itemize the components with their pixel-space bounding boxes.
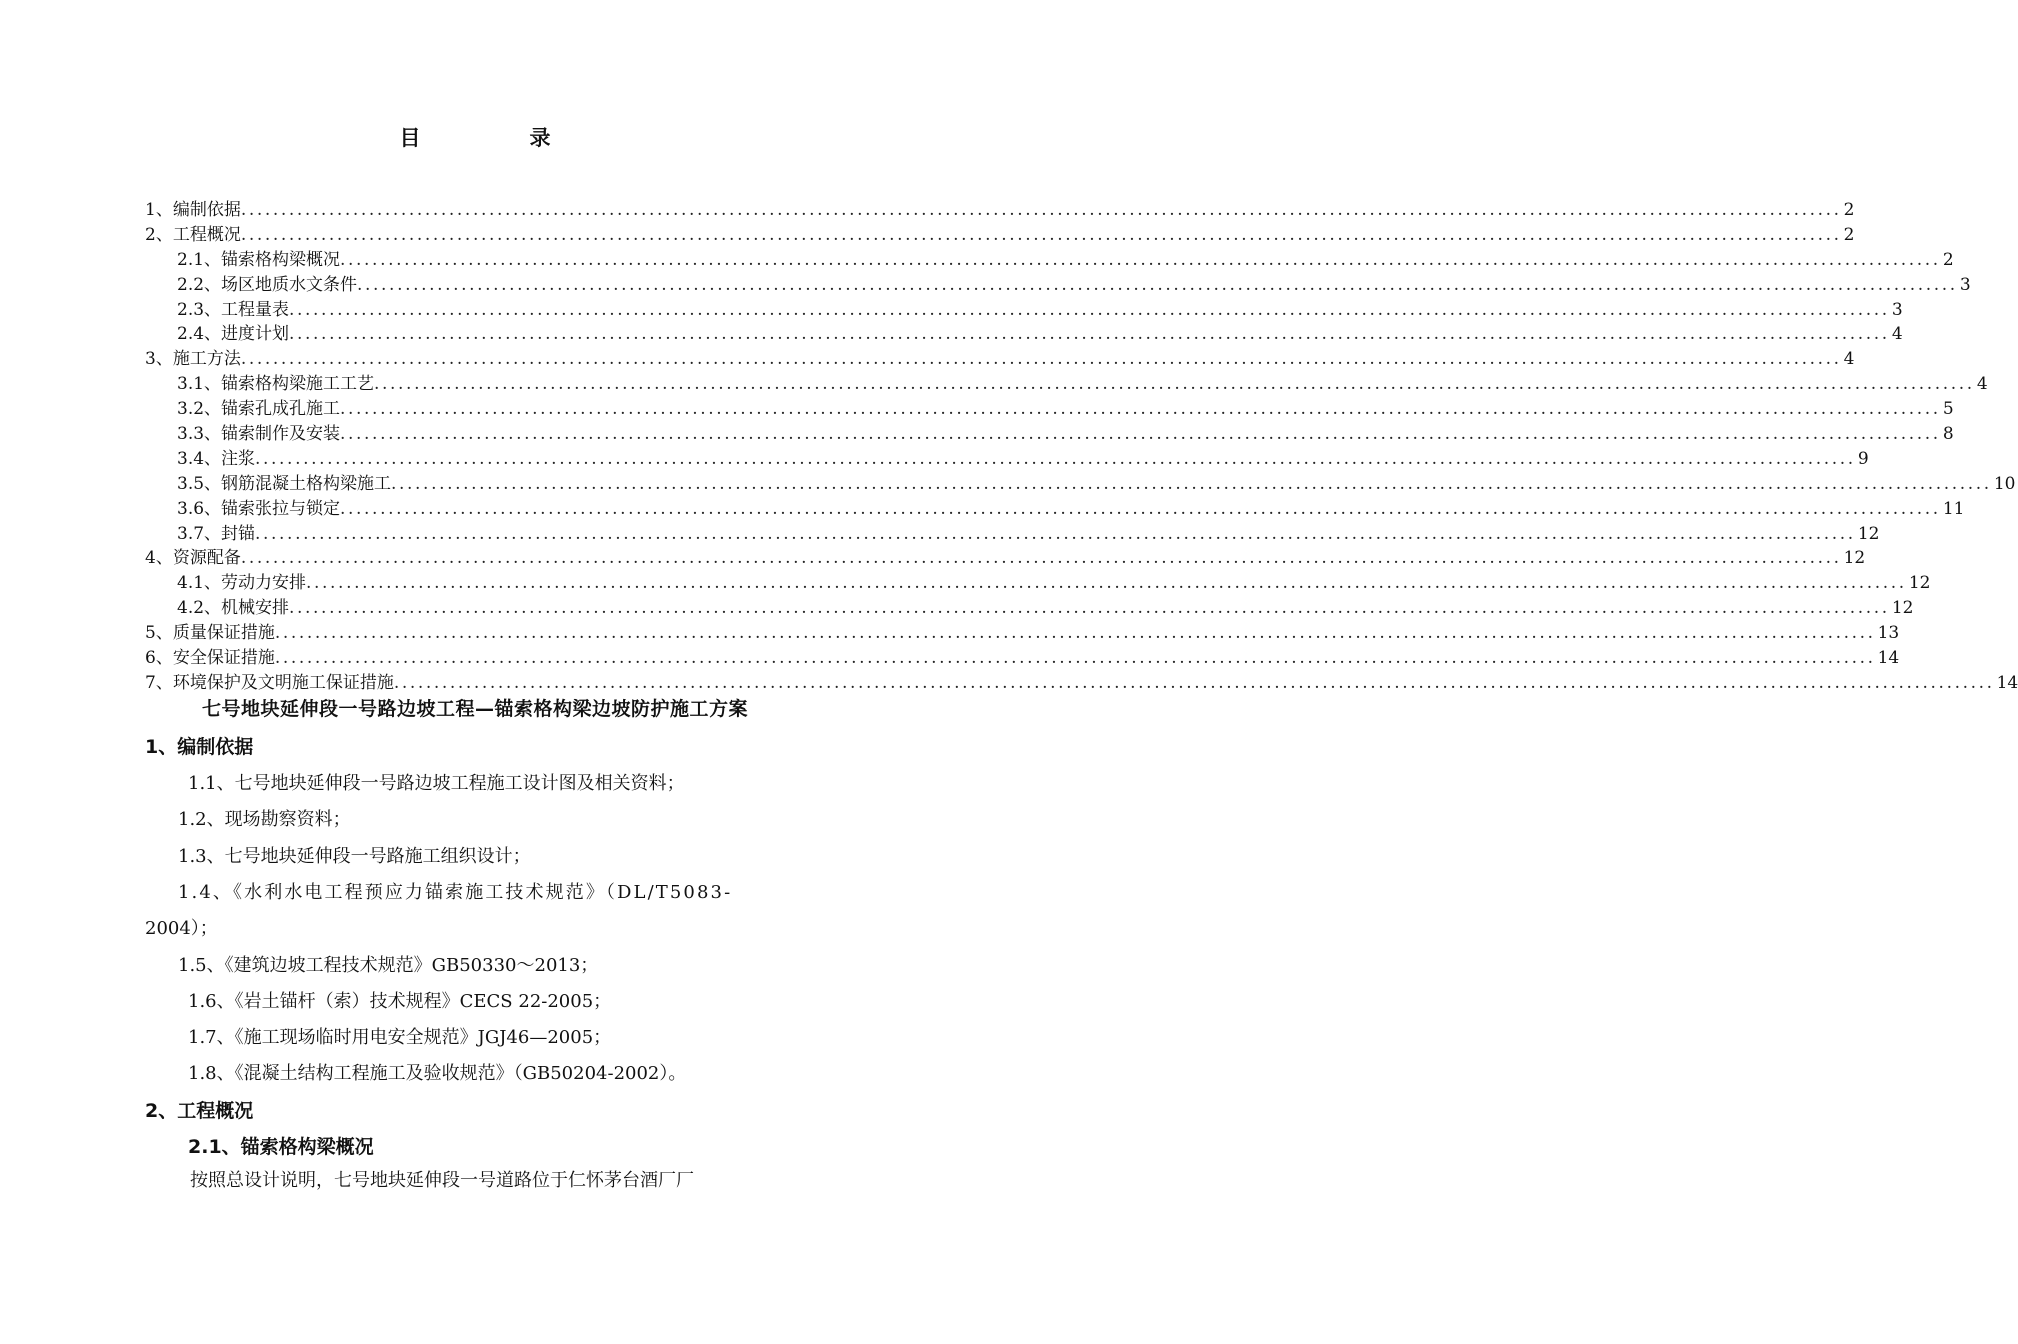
reference-item: 1.7、《施工现场临时用电安全规范》JGJ46—2005； xyxy=(188,1027,612,1048)
toc-entry-label: 2.1、锚索格构梁概况 xyxy=(177,249,341,270)
toc-entry xyxy=(145,596,1914,621)
toc-leader-dots: ........................................................................................................................................................................................................ xyxy=(274,648,1876,669)
toc-entry-label: 6、安全保证措施 xyxy=(145,648,275,669)
toc-entry-page: 5 xyxy=(1942,399,1954,420)
section-heading-1: 1、编制依据 xyxy=(145,736,254,758)
toc-entry-page: 4 xyxy=(1976,374,1988,395)
toc-leader-dots: ........................................................................................................................................................................................................ xyxy=(340,498,1941,519)
toc-entry-label: 3.6、锚索张拉与锁定 xyxy=(177,498,341,519)
toc-leader-dots: ........................................................................................................................................................................................................ xyxy=(240,349,1842,370)
toc-entry-page: 3 xyxy=(1891,299,1903,320)
toc-entry-page: 12 xyxy=(1843,548,1866,569)
toc-entry xyxy=(145,273,1971,298)
toc-entry-page: 3 xyxy=(1959,274,1971,295)
toc-entry xyxy=(145,347,1855,372)
toc-entry xyxy=(145,198,1855,223)
toc-entry-label: 5、质量保证措施 xyxy=(145,623,275,644)
toc-leader-dots: ........................................................................................................................................................................................................ xyxy=(240,200,1842,220)
toc-entry xyxy=(145,472,2016,497)
toc-entry-label: 3.7、封锚 xyxy=(177,523,256,544)
toc-entry xyxy=(145,497,1965,522)
section-heading-2: 2、工程概况 xyxy=(145,1100,254,1122)
toc-leader-dots: ........................................................................................................................................................................................................ xyxy=(340,424,1941,445)
toc-entry xyxy=(145,372,1988,397)
toc-title: 目 录 xyxy=(399,125,595,150)
toc-leader-dots: ........................................................................................................................................................................................................ xyxy=(340,399,1941,420)
toc-entry-page: 2 xyxy=(1942,249,1954,270)
toc-entry-page: 14 xyxy=(1996,672,2018,693)
toc-entry-label: 4、资源配备 xyxy=(145,548,241,569)
toc-entry-label: 1、编制依据 xyxy=(145,200,241,220)
toc-entry-label: 4.2、机械安排 xyxy=(177,598,290,619)
toc-entry-label: 3.1、锚索格构梁施工工艺 xyxy=(177,374,375,395)
toc-entry-page: 10 xyxy=(1993,473,2016,494)
toc-entry xyxy=(145,522,1880,547)
toc-entry-page: 4 xyxy=(1843,349,1855,370)
toc-leader-dots: ........................................................................................................................................................................................................ xyxy=(391,473,1992,494)
reference-item: 1.3、七号地块延伸段一号路施工组织设计； xyxy=(178,846,531,867)
toc-entry-page: 2 xyxy=(1843,200,1855,220)
toc-entry xyxy=(145,671,2018,696)
toc-entry-page: 12 xyxy=(1857,523,1880,544)
toc-entry-page: 14 xyxy=(1877,648,1900,669)
toc-entry xyxy=(145,397,1954,422)
reference-item: 1.4、《水利水电工程预应力锚索施工技术规范》（DL/T5083- xyxy=(178,882,733,903)
toc-entry-label: 3.2、锚索孔成孔施工 xyxy=(177,399,341,420)
toc-entry-page: 9 xyxy=(1857,448,1869,469)
toc-leader-dots: ........................................................................................................................................................................................................ xyxy=(357,274,1958,295)
toc-entry xyxy=(145,322,1903,347)
toc-entry-page: 11 xyxy=(1942,498,1965,519)
toc-entry xyxy=(145,621,1900,646)
toc-entry xyxy=(145,422,1954,447)
toc-entry-label: 3.3、锚索制作及安装 xyxy=(177,424,341,445)
toc-leader-dots: ........................................................................................................................................................................................................ xyxy=(374,374,1975,395)
toc-entry xyxy=(145,298,1903,323)
toc-entry xyxy=(145,223,1855,248)
reference-item: 1.8、《混凝土结构工程施工及验收规范》（GB50204-2002）。 xyxy=(188,1063,687,1084)
reference-item: 1.2、现场勘察资料； xyxy=(178,809,351,830)
toc-leader-dots: ........................................................................................................................................................................................................ xyxy=(306,573,1907,594)
toc-leader-dots: ........................................................................................................................................................................................................ xyxy=(289,299,1890,320)
toc-leader-dots: ........................................................................................................................................................................................................ xyxy=(393,672,1995,693)
toc-leader-dots: ........................................................................................................................................................................................................ xyxy=(240,548,1842,569)
toc-entry xyxy=(145,546,1866,571)
toc-entry xyxy=(145,248,1954,273)
toc-leader-dots: ........................................................................................................................................................................................................ xyxy=(289,598,1890,619)
toc-entry-label: 7、环境保护及文明施工保证措施 xyxy=(145,672,394,693)
toc-leader-dots: ........................................................................................................................................................................................................ xyxy=(274,623,1876,644)
toc-entry-page: 4 xyxy=(1891,324,1903,345)
toc-leader-dots: ........................................................................................................................................................................................................ xyxy=(255,448,1856,469)
toc-leader-dots: ........................................................................................................................................................................................................ xyxy=(240,224,1842,245)
reference-item: 1.6、《岩土锚杆（索）技术规程》CECS 22-2005； xyxy=(188,991,612,1012)
toc-entry-page: 12 xyxy=(1908,573,1931,594)
toc-entry-label: 3、施工方法 xyxy=(145,349,241,370)
toc-entry-page: 12 xyxy=(1891,598,1914,619)
toc-entry xyxy=(145,571,1931,596)
toc-leader-dots: ........................................................................................................................................................................................................ xyxy=(340,249,1941,270)
toc-entry-label: 2.3、工程量表 xyxy=(177,299,290,320)
toc-entry-label: 2.2、场区地质水文条件 xyxy=(177,274,358,295)
toc-leader-dots: ........................................................................................................................................................................................................ xyxy=(255,523,1856,544)
toc-entry xyxy=(145,646,1900,671)
subsection-heading-2-1: 2.1、锚索格构梁概况 xyxy=(188,1136,374,1158)
toc-leader-dots: ........................................................................................................................................................................................................ xyxy=(289,324,1890,345)
toc-entry-label: 2.4、进度计划 xyxy=(177,324,290,345)
reference-item-continued: 2004）； xyxy=(145,918,218,939)
reference-item: 1.1、七号地块延伸段一号路边坡工程施工设计图及相关资料； xyxy=(188,773,685,794)
toc-entry-page: 2 xyxy=(1843,224,1855,245)
toc-entry-label: 3.4、注浆 xyxy=(177,448,256,469)
body-paragraph: 按照总设计说明，七号地块延伸段一号道路位于仁怀茅台酒厂厂 xyxy=(190,1170,694,1191)
toc-entry xyxy=(145,447,1869,472)
toc-entry-label: 3.5、钢筋混凝土格构梁施工 xyxy=(177,473,392,494)
toc-entry-page: 8 xyxy=(1942,424,1954,445)
toc-entry-label: 4.1、劳动力安排 xyxy=(177,573,307,594)
toc-entry-label: 2、工程概况 xyxy=(145,224,241,245)
table-of-contents xyxy=(145,198,2018,696)
reference-item: 1.5、《建筑边坡工程技术规范》GB50330～2013； xyxy=(178,955,599,976)
document-title: 七号地块延伸段一号路边坡工程—锚索格构梁边坡防护施工方案 xyxy=(201,698,748,720)
toc-entry-page: 13 xyxy=(1877,623,1900,644)
